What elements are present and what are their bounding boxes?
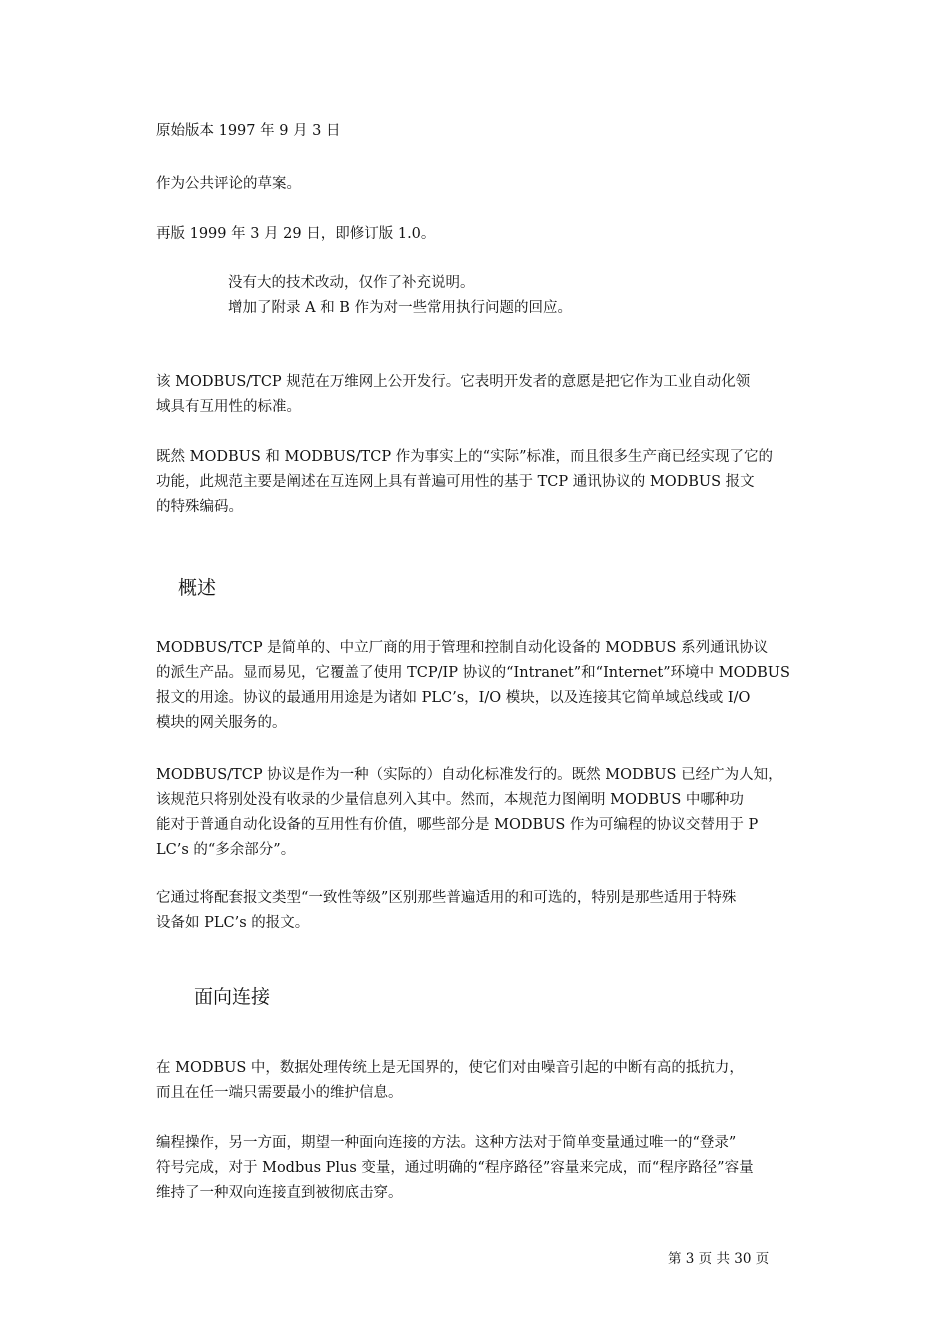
intro-paragraph-1: 该 MODBUS/TCP 规范在万维网上公开发行。它表明开发者的意愿是把它作为工业自动化领 域具有互用性的标准。 (156, 374, 751, 415)
page-number: 第 3 页 共 30 页 (668, 1251, 770, 1267)
intro-paragraph-2: 既然 MODBUS 和 MODBUS/TCP 作为事实上的“实际”标准，而且很多生产商已经实现了它的 功能，此规范主要是阐述在互连网上具有普遍可用性的基于 TCP 通讯协议的 MODBUS 报文 的特殊编码。 (156, 449, 774, 515)
overview-paragraph-1: MODBUS/TCP 是简单的、中立厂商的用于管理和控制自动化设备的 MODBUS 系列通讯协议 的派生产品。显而易见，它覆盖了使用 TCP/IP 协议的“Intranet”和“Internet”环境中 MODBUS 报文的用途。协议的最通用用途是为诸如 PLC’s，I/O 模块，以及连接其它简单域总线或 I/O 模块的网关服务的。 (156, 640, 790, 731)
history-original: 原始版本 1997 年 9 月 3 日 (156, 123, 341, 139)
history-note: 增加了附录 A 和 B 作为对一些常用执行问题的回应。 (228, 300, 573, 316)
history-draft: 作为公共评论的草案。 (156, 176, 301, 192)
overview-paragraph-3: 它通过将配套报文类型“一致性等级”区别那些普遍适用的和可选的，特别是那些适用于特殊 设备如 PLC’s 的报文。 (156, 890, 737, 931)
connection-paragraph-1: 在 MODBUS 中，数据处理传统上是无国界的，使它们对由噪音引起的中断有高的抵抗力， 而且在任一端只需要最小的维护信息。 (156, 1060, 744, 1101)
history-notes (228, 271, 788, 321)
overview-paragraph-2: MODBUS/TCP 协议是作为一种（实际的）自动化标准发行的。既然 MODBUS 已经广为人知， 该规范只将别处没有收录的少量信息列入其中。然而，本规范力图阐明 MODBUS 中哪种功 能对于普通自动化设备的互用性有价值，哪些部分是 MODBUS 作为可编程的协议交替用于 P LC’s 的“多余部分”。 (156, 767, 783, 858)
section-heading-connection: 面向连接 (194, 986, 271, 1008)
history-reissue: 再版 1999 年 3 月 29 日，即修订版 1.0。 (156, 226, 436, 242)
section-heading-overview: 概述 (178, 577, 217, 599)
history-note: 没有大的技术改动，仅作了补充说明。 (228, 275, 475, 291)
connection-paragraph-2: 编程操作，另一方面，期望一种面向连接的方法。这种方法对于简单变量通过唯一的“登录” 符号完成，对于 Modbus Plus 变量，通过明确的“程序路径”容量来完成，而“程序路径”容量 维持了一种双向连接直到被彻底击穿。 (156, 1135, 754, 1201)
